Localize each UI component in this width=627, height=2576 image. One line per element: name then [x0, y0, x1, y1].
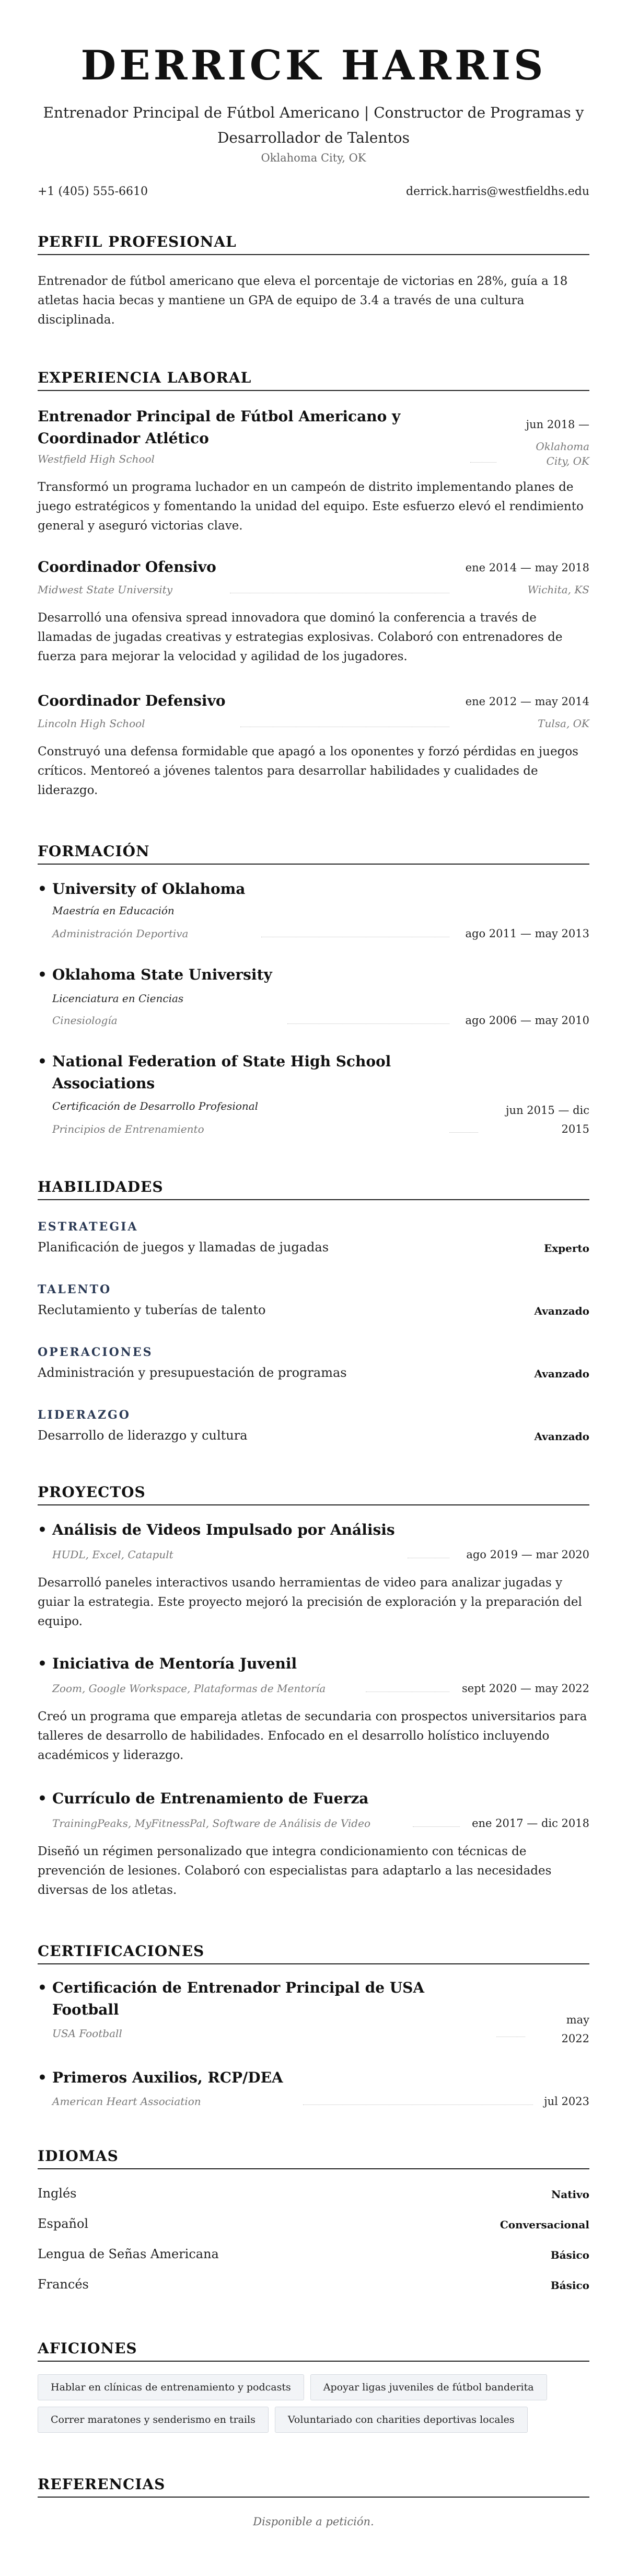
- language-name: Inglés: [38, 2186, 77, 2201]
- dotted-leader: [413, 1826, 460, 1827]
- certification-title-line-2: Football: [52, 2001, 119, 2018]
- language-level: Básico: [550, 2249, 589, 2261]
- bullet: •: [38, 1979, 47, 1996]
- project-title: Currículo de Entrenamiento de Fuerza: [52, 1790, 369, 1807]
- degree: Certificación de Desarrollo Profesional: [52, 1100, 259, 1112]
- job-date: ene 2014 — may 2018: [465, 561, 589, 574]
- certification-title-line-1: Certificación de Entrenador Principal de USA: [52, 1979, 425, 1996]
- skill-category: LIDERAZGO: [38, 1408, 131, 1422]
- headline-line-2: Desarrollador de Talentos: [217, 129, 410, 146]
- section-title-certifications: CERTIFICACIONES: [38, 1942, 205, 1960]
- certification-issuer: American Heart Association: [52, 2095, 201, 2108]
- language-name: Español: [38, 2216, 89, 2231]
- dotted-leader: [470, 462, 496, 463]
- job-location-line-1: Oklahoma: [536, 440, 589, 453]
- section-divider: [38, 390, 589, 391]
- section-divider: [38, 2168, 589, 2169]
- language-name: Lengua de Señas Americana: [38, 2247, 219, 2261]
- candidate-location: Oklahoma City, OK: [261, 152, 366, 164]
- project-date: ene 2017 — dic 2018: [472, 1817, 589, 1830]
- employer: Midwest State University: [38, 583, 173, 596]
- references-note: Disponible a petición.: [253, 2515, 374, 2528]
- hobby-tag: Apoyar ligas juveniles de fútbol banderita: [310, 2374, 547, 2400]
- job-title-line-2: Coordinador Atlético: [38, 430, 209, 447]
- skill-level: Experto: [544, 1242, 589, 1255]
- project-description: Creó un programa que empareja atletas de secundaria con prospectos universitarios para talleres de desarrollo de habilidades. Enfocado en el desarrollo holístico incluyendo académicos y liderazgo.: [38, 1710, 587, 1762]
- job-description: Construyó una defensa formidable que apagó a los oponentes y forzó pérdidas en juegos críticos. Mentoreó a jóvenes talentos para desarrollar habilidades y cualidades de liderazgo.: [38, 745, 578, 797]
- language-name: Francés: [38, 2277, 89, 2292]
- bullet: •: [38, 966, 47, 983]
- job-location: Wichita, KS: [527, 583, 589, 596]
- bullet: •: [38, 1053, 47, 1070]
- hobby-tag: Voluntariado con charities deportivas locales: [275, 2407, 528, 2433]
- section-divider: [38, 254, 589, 255]
- certification-date-line-2: 2022: [561, 2032, 589, 2045]
- project-title: Iniciativa de Mentoría Juvenil: [52, 1655, 297, 1672]
- language-level: Nativo: [551, 2188, 589, 2201]
- skill-level: Avanzado: [534, 1367, 589, 1380]
- section-title-languages: IDIOMAS: [38, 2147, 119, 2165]
- project-tools: TrainingPeaks, MyFitnessPal, Software de Análisis de Video: [52, 1817, 370, 1830]
- job-title-line-1: Entrenador Principal de Fútbol Americano y: [38, 408, 401, 425]
- skill-level: Avanzado: [534, 1430, 589, 1443]
- bullet: •: [38, 1521, 47, 1538]
- certification-issuer: USA Football: [52, 2027, 122, 2040]
- section-title-projects: PROYECTOS: [38, 1484, 146, 1501]
- job-title: Coordinador Defensivo: [38, 692, 226, 709]
- skill-level: Avanzado: [534, 1305, 589, 1317]
- certification-title: Primeros Auxilios, RCP/DEA: [52, 2069, 283, 2086]
- hobby-tag: Correr maratones y senderismo en trails: [38, 2407, 269, 2433]
- job-description: Transformó un programa luchador en un campeón de distrito implementando planes de juego estratégicos y fomentando la unidad del equipo. Este esfuerzo elevó el rendimiento general y aseguró victorias clave.: [38, 480, 584, 533]
- project-date: sept 2020 — may 2022: [462, 1682, 589, 1695]
- job-date: jun 2018 —: [526, 418, 589, 431]
- job-title: [38, 406, 400, 450]
- certification-date: jul 2023: [544, 2095, 589, 2108]
- skill-category: TALENTO: [38, 1283, 112, 1296]
- skill-name: Reclutamiento y tuberías de talento: [38, 1303, 266, 1317]
- degree: Licenciatura en Ciencias: [52, 992, 184, 1005]
- job-date: ene 2012 — may 2014: [465, 695, 589, 708]
- job-description: Desarrolló una ofensiva spread innovadora que dominó la conferencia a través de llamadas de jugadas creativas y estrategias explosivas. Colaboró con entrenadores de fuerza para mejorar la velocidad y agilidad de los jugadores.: [38, 611, 563, 663]
- project-date: ago 2019 — mar 2020: [466, 1548, 589, 1561]
- project-tools: Zoom, Google Workspace, Plataformas de Mentoría: [52, 1682, 326, 1695]
- education-date: ago 2011 — may 2013: [465, 927, 589, 940]
- profile-summary: Entrenador de fútbol americano que eleva el porcentaje de victorias en 28%, guía a 18 atletas hacia becas y mantiene un GPA de equipo de 3.4 a través de una cultura disciplinada.: [38, 274, 568, 327]
- bullet: •: [38, 1655, 47, 1672]
- job-title: Coordinador Ofensivo: [38, 558, 216, 576]
- section-divider: [38, 1504, 589, 1505]
- hobby-tags: [38, 2374, 589, 2439]
- education-date-line-2: 2015: [561, 1123, 589, 1135]
- candidate-name: DERRICK HARRIS: [80, 42, 547, 89]
- school-name: University of Oklahoma: [52, 880, 246, 898]
- skill-name: Planificación de juegos y llamadas de jugadas: [38, 1240, 329, 1255]
- job-location: [536, 439, 589, 468]
- school-name: Oklahoma State University: [52, 966, 272, 983]
- section-divider: [38, 2497, 589, 2498]
- language-level: Básico: [550, 2279, 589, 2292]
- language-level: Conversacional: [500, 2218, 589, 2231]
- email-address: derrick.harris@westfieldhs.edu: [406, 185, 589, 198]
- school-name-line-1: National Federation of State High School: [52, 1053, 391, 1070]
- section-divider: [38, 1963, 589, 1964]
- bullet: •: [38, 880, 47, 898]
- section-divider: [38, 1199, 589, 1200]
- certification-date: [562, 2010, 589, 2048]
- job-location: Tulsa, OK: [538, 717, 589, 730]
- dotted-leader: [449, 1132, 478, 1133]
- skill-name: Desarrollo de liderazgo y cultura: [38, 1428, 248, 1443]
- employer: Lincoln High School: [38, 717, 145, 730]
- section-title-skills: HABILIDADES: [38, 1178, 164, 1195]
- degree: Maestría en Educación: [52, 904, 175, 917]
- school-name: [52, 1051, 391, 1095]
- employer: Westfield High School: [38, 453, 155, 465]
- project-tools: HUDL, Excel, Catapult: [52, 1548, 173, 1561]
- project-description: Desarrolló paneles interactivos usando herramientas de video para analizar jugadas y guiar la estrategia. Este proyecto mejoró la precisión de exploración y la preparación del equipo.: [38, 1576, 582, 1628]
- certification-date-line-1: may: [566, 2014, 589, 2026]
- school-name-line-2: Associations: [52, 1075, 155, 1092]
- section-divider: [38, 864, 589, 865]
- section-title-hobbies: AFICIONES: [38, 2340, 137, 2357]
- education-date: [506, 1101, 589, 1138]
- project-description: Diseñó un régimen personalizado que integra condicionamiento con técnicas de prevención de lesiones. Colaboró con especialistas para adaptarlo a las necesidades diversas de los atletas.: [38, 1845, 552, 1897]
- education-date: ago 2006 — may 2010: [465, 1014, 589, 1027]
- skill-category: OPERACIONES: [38, 1346, 153, 1359]
- candidate-headline: [0, 100, 627, 151]
- job-location-line-2: City, OK: [546, 455, 589, 467]
- skill-category: ESTRATEGIA: [38, 1220, 138, 1234]
- bullet: •: [38, 2069, 47, 2086]
- bullet: •: [38, 1790, 47, 1807]
- education-date-line-1: jun 2015 — dic: [506, 1104, 589, 1117]
- section-title-education: FORMACIÓN: [38, 843, 150, 860]
- phone-number: +1 (405) 555-6610: [38, 185, 148, 198]
- field-of-study: Administración Deportiva: [52, 927, 189, 940]
- headline-line-1: Entrenador Principal de Fútbol Americano | Constructor de Programas y: [43, 104, 584, 121]
- field-of-study: Cinesiología: [52, 1014, 118, 1027]
- skill-name: Administración y presupuestación de programas: [38, 1365, 347, 1380]
- section-divider: [38, 2361, 589, 2362]
- section-title-experience: EXPERIENCIA LABORAL: [38, 369, 252, 386]
- hobby-tag: Hablar en clínicas de entrenamiento y podcasts: [38, 2374, 304, 2400]
- project-title: Análisis de Videos Impulsado por Análisis: [52, 1521, 395, 1538]
- section-title-references: REFERENCIAS: [38, 2476, 166, 2493]
- certification-title: [52, 1977, 424, 2021]
- dotted-leader: [303, 2104, 533, 2105]
- section-title-profile: PERFIL PROFESIONAL: [38, 233, 237, 250]
- field-of-study: Principios de Entrenamiento: [52, 1123, 204, 1135]
